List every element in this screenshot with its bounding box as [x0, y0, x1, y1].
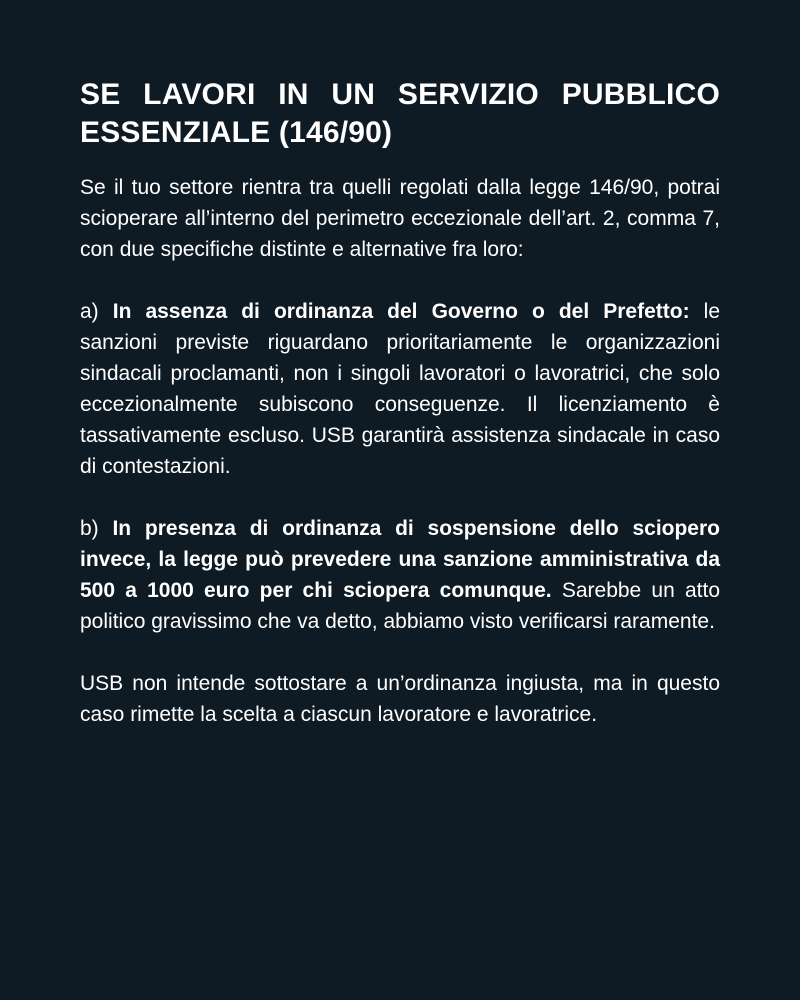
option-b-text: Sarebbe un atto politico gravissimo che va detto, abbiamo visto verificarsi raramente. [80, 579, 720, 633]
page-title-line-2: ESSENZIALE (146/90) [80, 116, 393, 149]
page-title [80, 76, 720, 152]
page-title-line-1: SE LAVORI IN UN SERVIZIO PUBBLICO [80, 78, 720, 111]
option-b-bold-text: In presenza di ordinanza di sospensione dello sciopero invece, la legge può prevedere una sanzione amministrativa da 500 a 1000 euro per chi sciopera comunque. [80, 517, 720, 602]
option-a-text: le sanzioni previste riguardano prioritariamente le organizzazioni sindacali proclamanti, non i singoli lavoratori o lavoratrici, che solo eccezionalmente subiscono conseguenze. Il licenziamento è tassativamente escluso. USB garantirà assistenza sindacale in caso di contestazioni. [80, 300, 720, 478]
option-a-paragraph [80, 296, 720, 482]
option-b-prefix: b) [80, 517, 113, 540]
option-b-paragraph [80, 513, 720, 637]
option-a-prefix: a) [80, 300, 113, 323]
closing-paragraph: USB non intende sottostare a un’ordinanza ingiusta, ma in questo caso rimette la scelta a ciascun lavoratore e lavoratrice. [80, 672, 720, 726]
option-a-bold-text: In assenza di ordinanza del Governo o del Prefetto: [112, 300, 690, 323]
intro-paragraph: Se il tuo settore rientra tra quelli regolati dalla legge 146/90, potrai scioperare all’interno del perimetro eccezionale dell’art. 2, comma 7, con due specifiche distinte e alternative fra loro: [80, 176, 720, 261]
